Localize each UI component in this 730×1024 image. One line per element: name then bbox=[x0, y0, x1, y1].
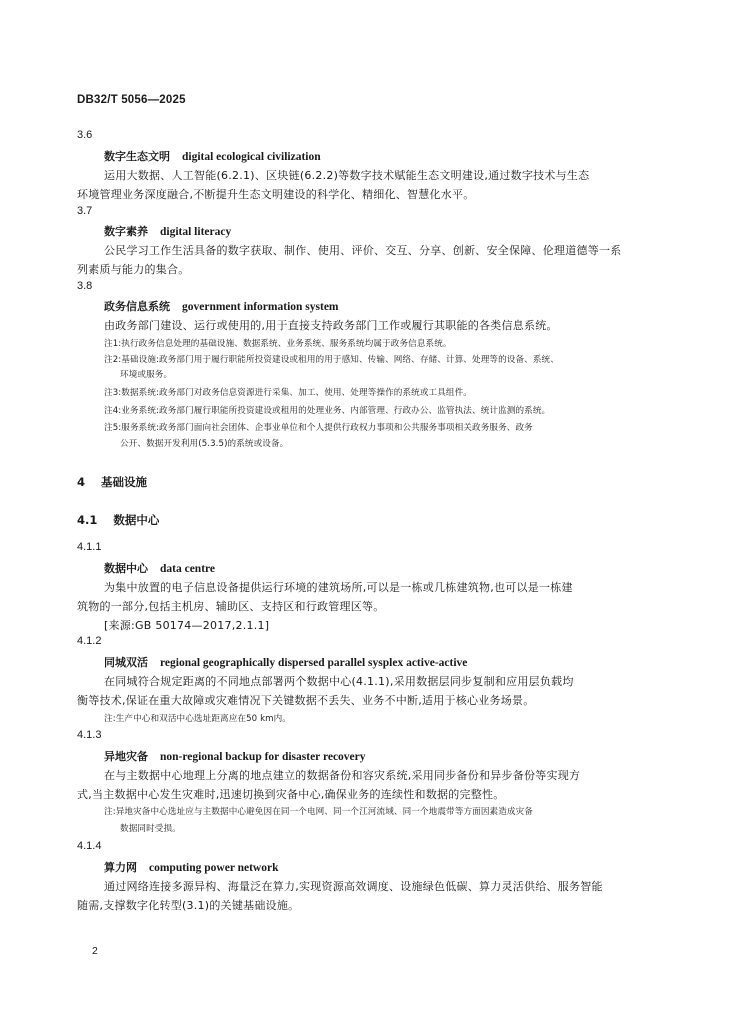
definition-line: 通过网络连接多源异构、海量泛在算力,实现资源高效调度、设施绿色低碳、算力灵活供给、服务智能 bbox=[104, 880, 603, 893]
term-en: non-regional backup for disaster recovery bbox=[160, 751, 366, 763]
definition-line: 筑物的一部分,包括主机房、辅助区、支持区和行政管理区等。 bbox=[77, 600, 385, 613]
term-en: computing power network bbox=[149, 862, 279, 874]
section-number: 4 bbox=[77, 475, 86, 489]
note-line: 注5:服务系统:政务部门面向社会团体、企事业单位和个人提供行政权力事项和公共服务事项相关政务服务、政务 bbox=[104, 423, 533, 433]
note-line: 公开、数据开发利用(5.3.5)的系统或设备。 bbox=[120, 439, 289, 449]
term-en: digital literacy bbox=[160, 226, 232, 238]
note-line: 注:生产中心和双活中心选址距离应在50 km内。 bbox=[104, 714, 291, 724]
note-line: 注2:基础设施:政务部门用于履行职能所投资建设或租用的用于感知、传输、网络、存储、计算、处理等的设备、系统、 bbox=[104, 355, 559, 365]
term-zh: 算力网 bbox=[104, 861, 137, 874]
term-heading bbox=[104, 748, 366, 764]
section-title: 数据中心 bbox=[113, 513, 160, 527]
clause-number: 3.6 bbox=[77, 129, 93, 141]
term-heading bbox=[104, 148, 321, 164]
subsection-heading bbox=[77, 512, 159, 528]
clause-number: 4.1.4 bbox=[77, 840, 102, 852]
definition-line: 列素质与能力的集合。 bbox=[77, 263, 190, 276]
definition-line: 由政务部门建设、运行或使用的,用于直接支持政务部门工作或履行其职能的各类信息系统。 bbox=[104, 319, 558, 332]
source-reference: [来源:GB 50174—2017,2.1.1] bbox=[104, 619, 270, 632]
definition-line: 在与主数据中心地理上分离的地点建立的数据备份和容灾系统,采用同步备份和异步备份等实现方 bbox=[104, 769, 581, 782]
term-en: digital ecological civilization bbox=[182, 151, 321, 163]
term-en: government information system bbox=[182, 301, 339, 313]
term-zh: 同城双活 bbox=[104, 656, 148, 669]
note-line: 注1:执行政务信息处理的基础设施、数据系统、业务系统、服务系统均属于政务信息系统。 bbox=[104, 339, 452, 349]
clause-number: 4.1.1 bbox=[77, 541, 102, 553]
section-heading bbox=[77, 474, 147, 490]
note-line: 环境或服务。 bbox=[120, 370, 173, 380]
clause-number: 4.1.2 bbox=[77, 635, 102, 647]
note-line: 注3:数据系统:政务部门对政务信息资源进行采集、加工、使用、处理等操作的系统或工具组件。 bbox=[104, 388, 473, 398]
term-heading bbox=[104, 859, 278, 875]
definition-line: 为集中放置的电子信息设备提供运行环境的建筑场所,可以是一栋或几栋建筑物,也可以是一栋建 bbox=[104, 581, 573, 594]
definition-line: 环境管理业务深度融合,不断提升生态文明建设的科学化、精细化、智慧化水平。 bbox=[77, 188, 475, 201]
definition-line: 随需,支撑数字化转型(3.1)的关键基础设施。 bbox=[77, 899, 300, 912]
section-title: 基础设施 bbox=[101, 475, 148, 489]
term-zh: 数据中心 bbox=[104, 562, 148, 575]
term-zh: 异地灾备 bbox=[104, 750, 148, 763]
term-zh: 政务信息系统 bbox=[104, 300, 170, 313]
definition-line: 在同城符合规定距离的不同地点部署两个数据中心(4.1.1),采用数据层同步复制和应用层负载均 bbox=[104, 675, 574, 688]
term-heading bbox=[104, 223, 231, 239]
definition-line: 衡等技术,保证在重大故障或灾难情况下关键数据不丢失、业务不中断,适用于核心业务场景。 bbox=[77, 694, 535, 707]
definition-line: 运用大数据、人工智能(6.2.1)、区块链(6.2.2)等数字技术赋能生态文明建设,通过数字技术与生态 bbox=[104, 169, 590, 182]
clause-number: 4.1.3 bbox=[77, 729, 102, 741]
term-heading bbox=[104, 654, 467, 670]
document-id-header: DB32/T 5056—2025 bbox=[77, 94, 186, 106]
note-line: 注4:业务系统:政务部门履行职能所投资建设或租用的处理业务、内部管理、行政办公、监管执法、统计监测的系统。 bbox=[104, 406, 551, 416]
term-en: data centre bbox=[160, 563, 216, 575]
clause-number: 3.8 bbox=[77, 280, 93, 292]
note-line: 注:异地灾备中心选址应与主数据中心避免因在同一个电网、同一个江河流域、同一个地震带等方面因素造成灾备 bbox=[104, 807, 533, 817]
section-number: 4.1 bbox=[77, 513, 98, 527]
term-heading bbox=[104, 560, 215, 576]
term-zh: 数字素养 bbox=[104, 225, 148, 238]
note-line: 数据同时受损。 bbox=[120, 824, 181, 834]
clause-number: 3.7 bbox=[77, 205, 93, 217]
definition-line: 式,当主数据中心发生灾难时,迅速切换到灾备中心,确保业务的连续性和数据的完整性。 bbox=[77, 788, 505, 801]
term-zh: 数字生态文明 bbox=[104, 150, 170, 163]
term-heading bbox=[104, 298, 339, 314]
page-number: 2 bbox=[92, 945, 98, 957]
term-en: regional geographically dispersed parallel sysplex active-active bbox=[160, 657, 468, 669]
definition-line: 公民学习工作生活具备的数字获取、制作、使用、评价、交互、分享、创新、安全保障、伦理道德等一系 bbox=[104, 244, 622, 257]
